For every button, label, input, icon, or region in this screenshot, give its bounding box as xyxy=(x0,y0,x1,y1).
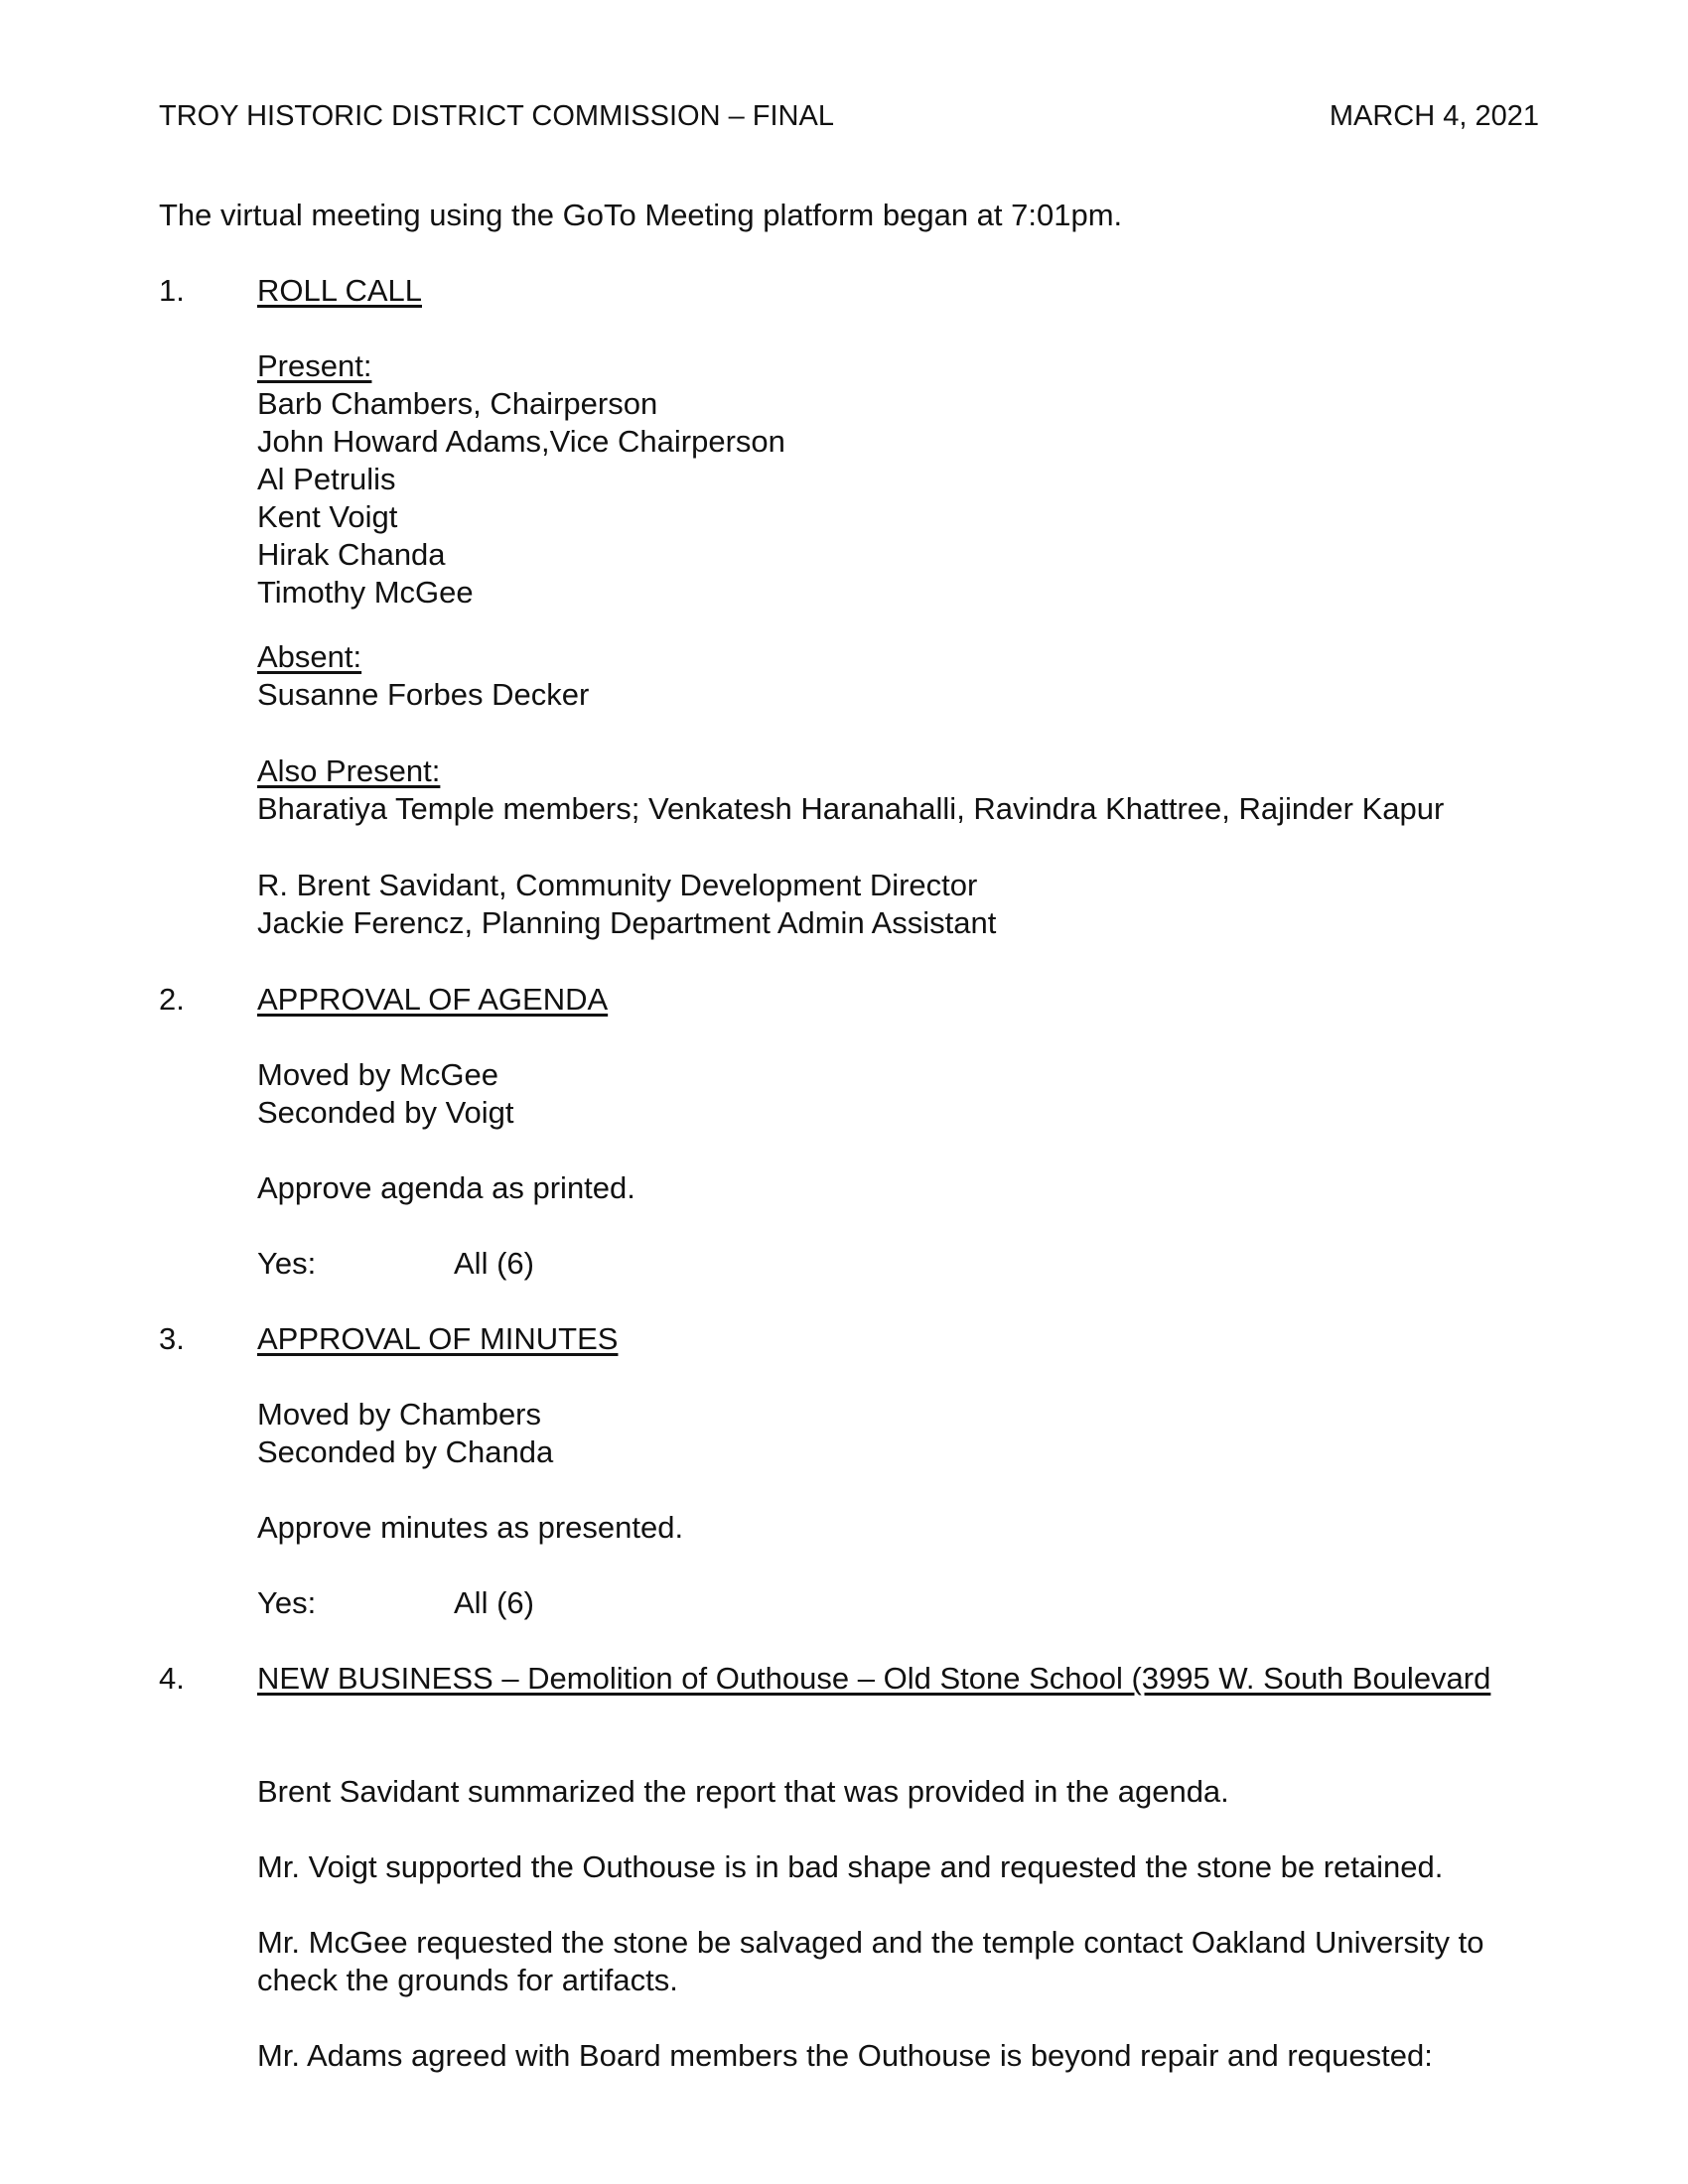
vote-result xyxy=(257,1245,1540,1283)
moved-by: Moved by McGee xyxy=(257,1057,498,1092)
moved-by: Moved by Chambers xyxy=(257,1397,542,1432)
vote-value: All (6) xyxy=(454,1246,534,1281)
absent-list xyxy=(257,638,1540,714)
motion-text: Approve agenda as printed. xyxy=(257,1170,635,1205)
section-number: 1. xyxy=(159,273,185,308)
motion-movers xyxy=(257,1396,1540,1471)
section-number: 4. xyxy=(159,1661,185,1696)
absent-label: Absent: xyxy=(257,639,362,674)
attendee: Kent Voigt xyxy=(257,499,398,534)
discussion-paragraph: Mr. Adams agreed with Board members the Outhouse is beyond repair and requested: xyxy=(257,2038,1433,2073)
attendee: Timothy McGee xyxy=(257,575,474,610)
absentee: Susanne Forbes Decker xyxy=(257,677,590,712)
meeting-date: MARCH 4, 2021 xyxy=(1329,100,1539,132)
present-label: Present: xyxy=(257,348,372,383)
section-approval-agenda xyxy=(257,981,1540,1019)
motion-text: Approve minutes as presented. xyxy=(257,1510,684,1545)
guest-list: Bharatiya Temple members; Venkatesh Haranahalli, Ravindra Khattree, Rajinder Kapur xyxy=(257,791,1445,826)
vote-value: All (6) xyxy=(454,1585,534,1620)
attendee: Al Petrulis xyxy=(257,462,396,496)
discussion-paragraph: Mr. Voigt supported the Outhouse is in bad shape and requested the stone be retained. xyxy=(257,1849,1444,1884)
attendee: Barb Chambers, Chairperson xyxy=(257,386,658,421)
page-header xyxy=(159,97,1539,135)
staff-member: Jackie Ferencz, Planning Department Admin Assistant xyxy=(257,905,997,940)
section-heading: ROLL CALL xyxy=(257,273,422,308)
discussion-paragraph: Mr. McGee requested the stone be salvaged and the temple contact Oakland University to check the grounds for artifacts. xyxy=(257,1925,1484,1997)
section-heading: APPROVAL OF MINUTES xyxy=(257,1321,619,1356)
section-approval-minutes xyxy=(257,1320,1540,1358)
seconded-by: Seconded by Voigt xyxy=(257,1095,514,1130)
section-heading: APPROVAL OF AGENDA xyxy=(257,982,609,1017)
section-heading: NEW BUSINESS – Demolition of Outhouse – Old Stone School (3995 W. South Boulevard xyxy=(257,1661,1491,1696)
staff-member: R. Brent Savidant, Community Development Director xyxy=(257,868,978,902)
section-number: 2. xyxy=(159,982,185,1017)
staff-list xyxy=(257,867,1540,942)
discussion-paragraph: Brent Savidant summarized the report that was provided in the agenda. xyxy=(257,1774,1229,1809)
vote-label: Yes: xyxy=(257,1585,317,1620)
vote-label: Yes: xyxy=(257,1246,317,1281)
motion-movers xyxy=(257,1056,1540,1132)
section-number: 3. xyxy=(159,1321,185,1356)
present-list xyxy=(257,347,1540,612)
intro-paragraph: The virtual meeting using the GoTo Meeting platform began at 7:01pm. xyxy=(159,198,1123,232)
also-present-label: Also Present: xyxy=(257,753,441,788)
vote-result xyxy=(257,1584,1540,1622)
section-roll-call xyxy=(257,272,1540,310)
seconded-by: Seconded by Chanda xyxy=(257,1434,554,1469)
also-present-list xyxy=(257,752,1540,828)
attendee: John Howard Adams,Vice Chairperson xyxy=(257,424,785,459)
document-title: TROY HISTORIC DISTRICT COMMISSION – FINAL xyxy=(159,100,834,132)
attendee: Hirak Chanda xyxy=(257,537,446,572)
